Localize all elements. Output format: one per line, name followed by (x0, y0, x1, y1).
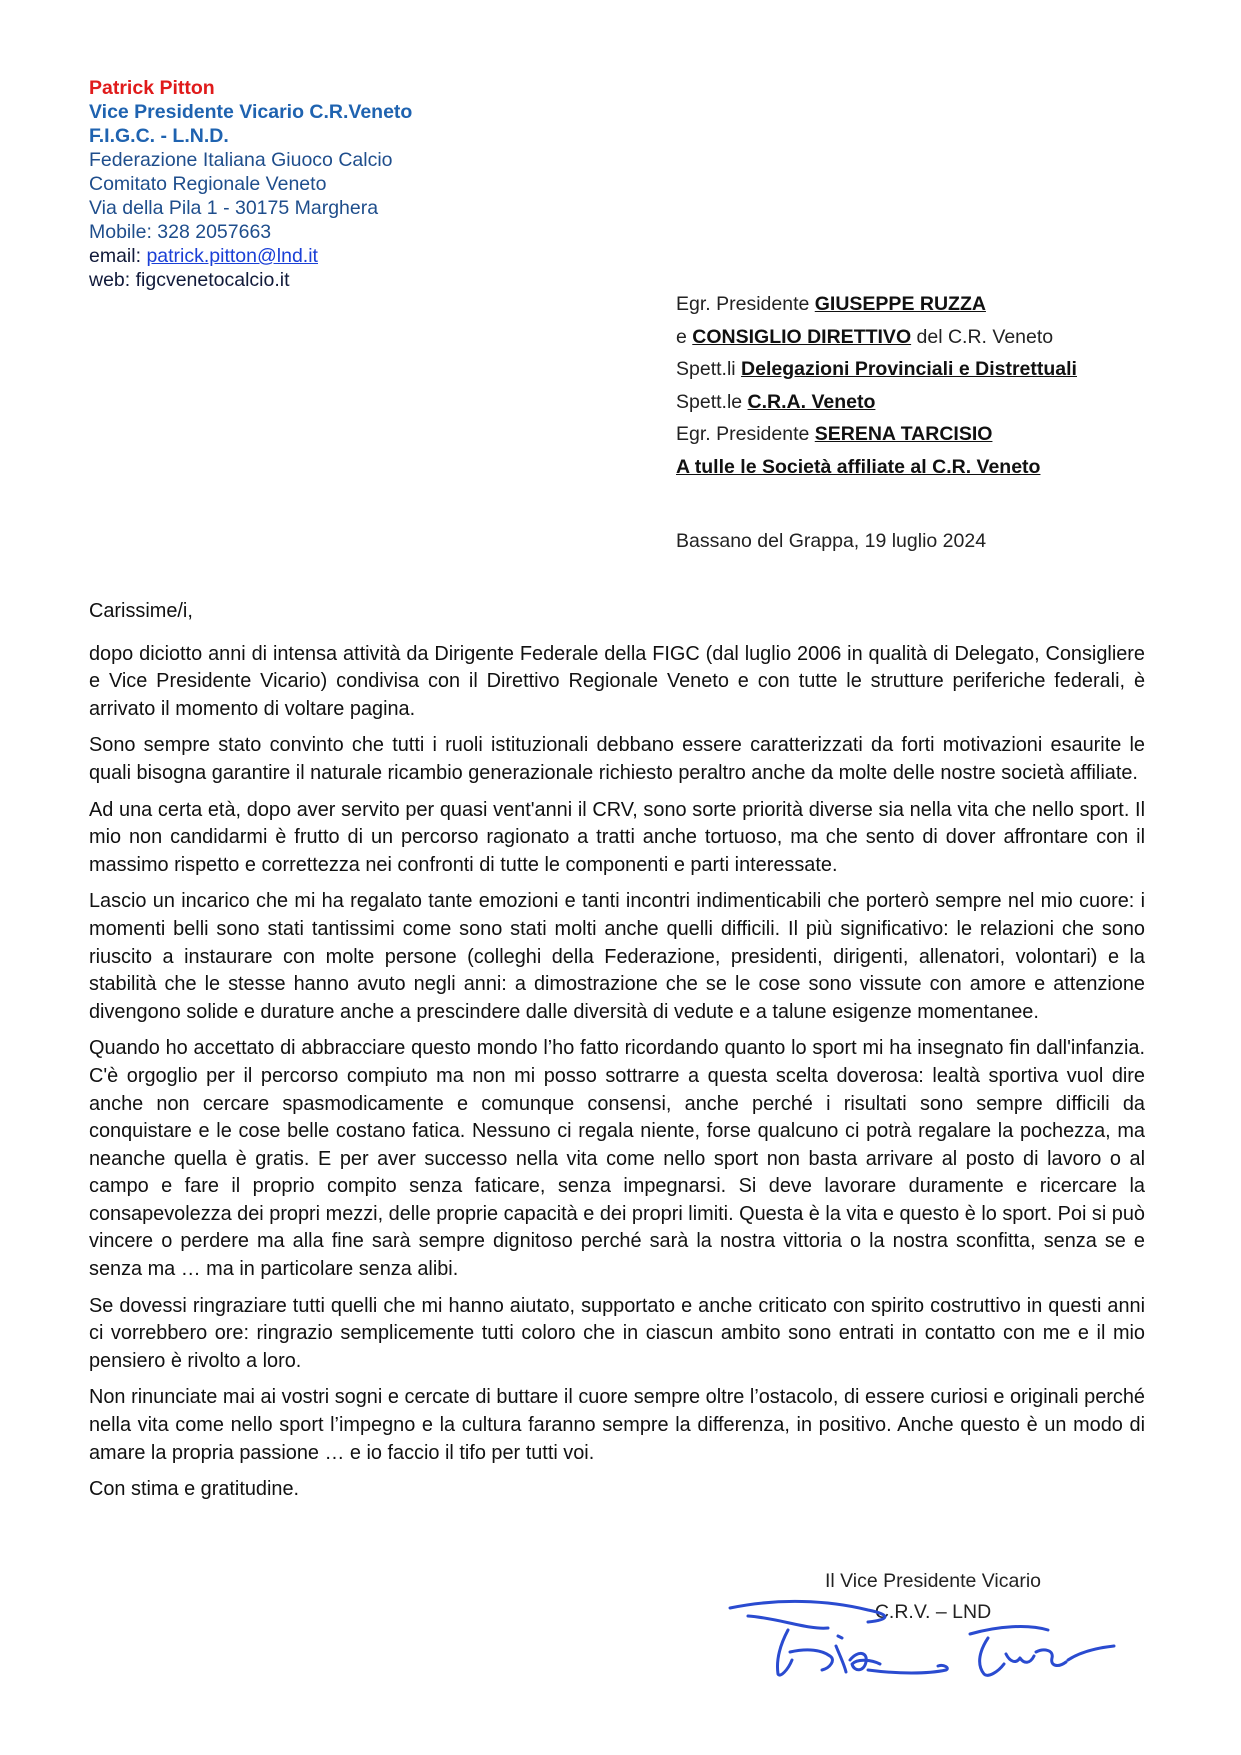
sender-org-short: F.I.G.C. - L.N.D. (89, 125, 229, 147)
salutation: Carissime/i, (89, 600, 193, 622)
recipient-name: SERENA TARCISIO (814, 423, 993, 445)
recipients-block (676, 288, 1077, 483)
sender-web: web: figcvenetocalcio.it (89, 269, 290, 291)
recipient-prefix: Egr. Presidente (676, 293, 815, 315)
recipient-prefix: Egr. Presidente (676, 423, 815, 445)
sender-mobile: Mobile: 328 2057663 (89, 221, 272, 243)
body-paragraph: Non rinunciate mai ai vostri sogni e cercate di buttare il cuore sempre oltre l’ostacolo, di essere curiosi e originali perché nella vita come nello sport l’impegno e la cultura faranno sempre la differenza, in positivo. Anche questo è un modo di amare la propria passione … e io faccio il tifo per tutti voi. (89, 1386, 1145, 1464)
sender-email-link[interactable]: patrick.pitton@lnd.it (146, 245, 318, 267)
recipient-suffix: del C.R. Veneto (911, 325, 1054, 348)
recipient-line (676, 321, 1077, 354)
recipient-prefix: Spett.le (676, 390, 748, 413)
sender-email-line (89, 244, 412, 268)
recipient-line (676, 288, 1077, 321)
handwritten-signature (718, 1590, 1128, 1690)
closing-line: Con stima e gratitudine. (89, 1478, 300, 1501)
sender-role: Vice Presidente Vicario C.R.Veneto (89, 101, 413, 123)
recipient-name: Delegazioni Provinciali e Distrettuali (741, 358, 1077, 380)
recipient-line (676, 386, 1077, 419)
recipient-name: A tulle le Società affiliate al C.R. Veneto (676, 455, 1041, 478)
sender-committee: Comitato Regionale Veneto (89, 173, 327, 195)
recipient-name: CONSIGLIO DIRETTIVO (692, 325, 912, 348)
body-paragraph: Ad una certa età, dopo aver servito per quasi vent'anni il CRV, sono sorte priorità diverse sia nella vita che nello sport. Il mio non candidarmi è frutto di un percorso ragionato a tratti anche tortuoso, ma che sento di dover affrontare con il massimo rispetto e correttezza nei confronti di tutte le componenti e parti interessate. (89, 798, 1145, 876)
sender-block (89, 76, 412, 292)
sender-name: Patrick Pitton (89, 77, 215, 99)
sender-email-label: email: (89, 245, 147, 267)
recipient-name: C.R.A. Veneto (747, 390, 876, 413)
recipient-line (676, 451, 1077, 484)
recipient-name: GIUSEPPE RUZZA (814, 293, 986, 315)
recipient-line (676, 418, 1077, 451)
signoff-org: C.R.V. – LND (874, 1601, 992, 1623)
body-paragraph: Se dovessi ringraziare tutti quelli che mi hanno aiutato, supportato e anche criticato con spirito costruttivo in questi anni ci vorrebbero ore: ringrazio semplicemente tutti coloro che in ciascun ambito sono entrati in contatto con me e il mio pensiero è rivolto a loro. (89, 1294, 1145, 1372)
body-paragraph: Lascio un incarico che mi ha regalato tante emozioni e tanti incontri indimenticabili che porterò sempre nel mio cuore: i momenti belli sono stati tantissimi come sono stati molti anche quelli difficili. Il più significativo: le relazioni che sono riuscito a instaurare con molte persone (colleghi della Federazione, presidenti, dirigenti, allenatori, volontari) e la stabilità che le stesse hanno avuto negli anni: a dimostrazione che se le cose sono vissute con amore e attenzione divengono solide e durature anche a prescindere dalle diversità di vedute e a talune esigenze momentanee. (89, 890, 1145, 1023)
body-paragraph: Sono sempre stato convinto che tutti i ruoli istituzionali debbano essere caratterizzati da forti motivazioni esaurite le quali bisogna garantire il naturale ricambio generazionale richiesto peraltro anche da molte delle nostre società affiliate. (89, 734, 1145, 784)
recipient-prefix: e (676, 325, 693, 348)
recipient-prefix: Spett.li (676, 358, 742, 380)
sender-address: Via della Pila 1 - 30175 Marghera (89, 197, 379, 219)
sender-federation: Federazione Italiana Giuoco Calcio (89, 149, 393, 171)
body-paragraph: Quando ho accettato di abbracciare questo mondo l’ho fatto ricordando quanto lo sport mi ha insegnato fin dall'infanzia. C'è orgoglio per il percorso compiuto ma non mi posso sottrarre a questa scelta doverosa: lealtà sportiva vuol dire anche non cercare spasmodicamente e comunque consensi, anche perché i risultati sono sempre difficili da conquistare e le cose belle costano fatica. Nessuno ci regala niente, forse qualcuno ci potrà regalare la pochezza, ma neanche quella è gratis. E per aver successo nella vita come nello sport non basta arrivare al posto di lavoro o al campo e fare il proprio compito senza faticare, senza impegnarsi. Si deve lavorare duramente e ricercare la consapevolezza dei propri mezzi, delle proprie capacità e dei propri limiti. Questa è la vita e questo è lo sport. Poi si può vincere o perdere ma alla fine sarà sempre dignitoso perché sarà la nostra vittoria o la nostra sconfitta, senza se e senza ma … ma in particolare senza alibi. (89, 1037, 1145, 1281)
signoff-title: Il Vice Presidente Vicario (824, 1570, 1042, 1592)
body-paragraph: dopo diciotto anni di intensa attività da Dirigente Federale della FIGC (dal luglio 2006 in qualità di Delegato, Consigliere e Vice Presidente Vicario) condivisa con il Direttivo Regionale Veneto e con tutte le strutture periferiche federali, è arrivato il momento di voltare pagina. (89, 642, 1145, 720)
letter-body (89, 598, 1145, 1513)
recipient-line (676, 353, 1077, 386)
date-line: Bassano del Grappa, 19 luglio 2024 (676, 530, 987, 552)
